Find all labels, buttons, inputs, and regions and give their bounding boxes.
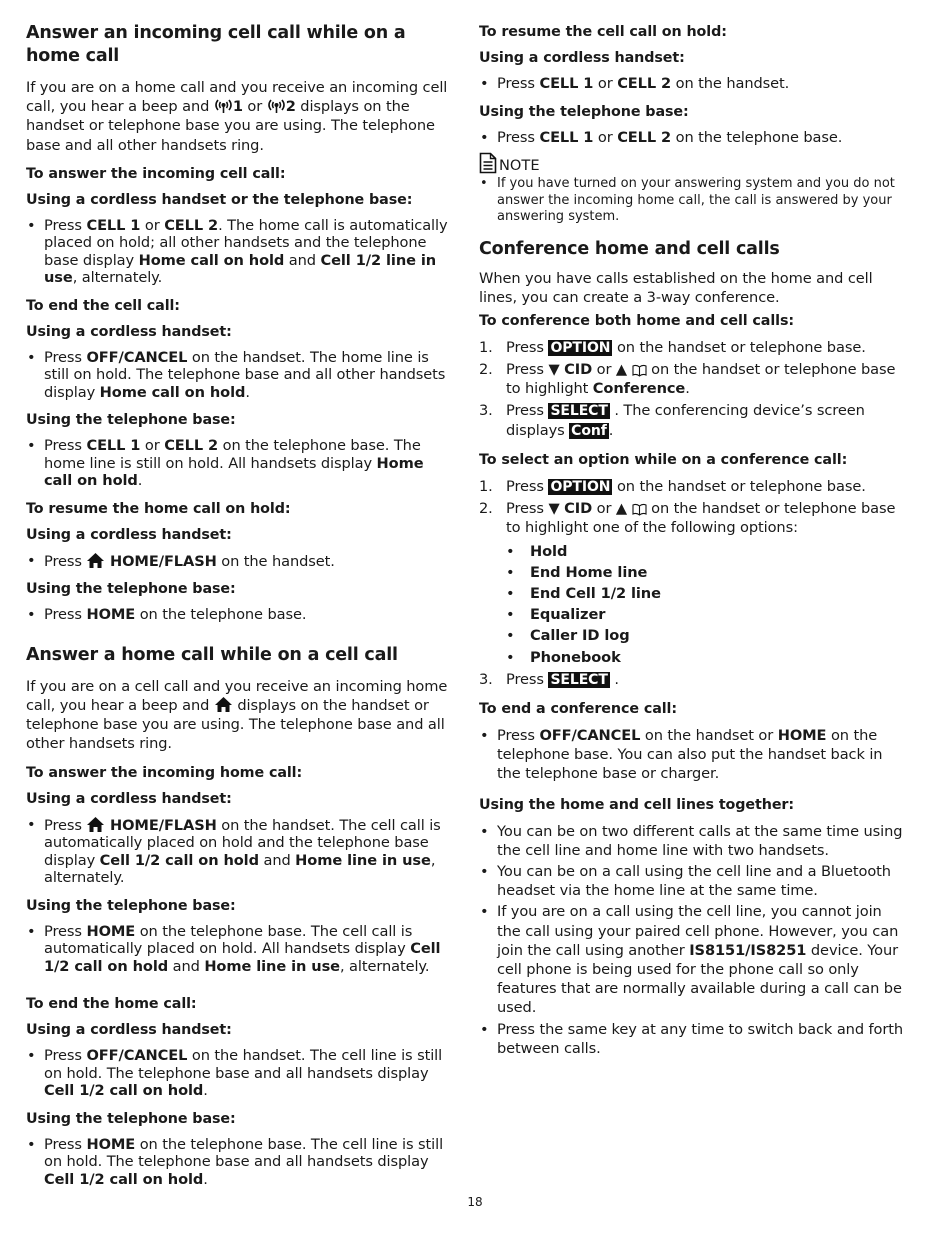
subheading: To answer the incoming cell call: [26, 165, 286, 182]
home-icon [214, 696, 233, 713]
subheading: To end the cell call: [26, 297, 180, 314]
subheading: Using a cordless handset: [26, 790, 232, 807]
note-label: NOTE [499, 157, 540, 174]
bullet-list [479, 726, 907, 784]
cell-signal-icon [214, 98, 233, 114]
up-triangle-icon: ▲ [615, 361, 628, 379]
list-item: • Press HOME on the telephone base. The cell line is still on hold. The telephone base and all handsets display Cell 1/2 call on hold. [26, 1136, 450, 1189]
right-column [479, 0, 907, 1068]
subheading: Using the home and cell lines together: [479, 796, 794, 813]
page-number: 18 [467, 1195, 483, 1209]
numbered-list [479, 338, 907, 441]
subheading: To conference both home and cell calls: [479, 312, 794, 329]
subheading: Using the telephone base: [26, 1110, 236, 1127]
list-item: 3. Press SELECT . The conferencing device’s screen displays Conf . [479, 401, 865, 439]
section-title-home-on-cell: Answer a home call while on a cell call [26, 644, 398, 665]
list-item: • Press CELL 1 or CELL 2 on the telephone base. [479, 129, 907, 147]
bullet-list [26, 349, 450, 402]
note-item: • If you have turned on your answering system and you do not answer the incoming home call, the call is answered by your answering system. [479, 176, 907, 226]
bullet-list [26, 606, 450, 624]
option-item: • Equalizer [506, 604, 907, 625]
list-item: • Press CELL 1 or CELL 2 on the handset. [479, 75, 907, 93]
list-item: • Press CELL 1 or CELL 2 on the telephone base. The home line is still on hold. All handsets display Home call on hold. [26, 437, 450, 490]
list-item: 3. Press SELECT . [479, 670, 619, 688]
option-item: • Hold [506, 541, 907, 562]
bullet-list [26, 437, 450, 490]
home-icon [86, 816, 105, 833]
cell-signal-icon [267, 98, 286, 114]
note-icon [479, 152, 497, 174]
subheading: To select an option while on a conference call: [479, 451, 848, 468]
list-item: 1. Press OPTION on the handset or telephone base. [479, 338, 866, 356]
list-item: • Press HOME on the telephone base. [26, 606, 450, 624]
phonebook-icon [632, 503, 647, 516]
subheading: Using the telephone base: [479, 103, 689, 120]
intro-paragraph: If you are on a cell call and you receive an incoming home call, you hear a beep and displays on the handset or telephone base you are using. The telephone base and all other handsets ring. [26, 677, 448, 753]
subheading: Using a cordless handset or the telephone base: [26, 191, 413, 208]
bullet-list [26, 816, 450, 887]
list-item: • Press OFF/CANCEL on the handset. The cell line is still on hold. The telephone base and all handsets display Cell 1/2 call on hold. [26, 1047, 450, 1100]
bullet-list [26, 1136, 450, 1189]
intro-paragraph: When you have calls established on the home and cell lines, you can create a 3-way conference. [479, 269, 873, 306]
subheading: To answer the incoming home call: [26, 764, 303, 781]
subheading: Using a cordless handset: [26, 1022, 232, 1039]
intro-paragraph: If you are on a home call and you receive an incoming cell call, you hear a beep and 1 or 2 displays on the handset or telephone base you are using. The telephone base and all other handsets ring. [26, 79, 448, 154]
subheading: Using the telephone base: [26, 581, 236, 598]
subheading: To resume the cell call on hold: [479, 24, 727, 40]
list-item: • Press HOME/FLASH on the handset. [26, 552, 450, 571]
list-item: 2. Press ▼ CID or ▲ on the handset or telephone base to highlight Conference. [479, 361, 896, 398]
subheading: Using a cordless handset: [26, 323, 232, 340]
list-item: 2. Press ▼ CID or ▲ on the handset or telephone base to highlight one of the following options: • Hold • End Home line • End Cell 1/2 line • Equalizer • Caller ID log • Phonebook [479, 499, 907, 668]
option-item: • Phonebook [506, 647, 907, 668]
down-triangle-icon: ▼ [548, 500, 560, 518]
bullet-list [479, 75, 907, 93]
bullet-list [26, 923, 450, 976]
home-icon [86, 552, 105, 569]
list-item: • Press CELL 1 or CELL 2. The home call is automatically placed on hold; all other handsets and the telephone base display Home call on hold and Cell 1/2 line in use, alternately. [26, 217, 450, 287]
list-item: • Press OFF/CANCEL on the handset. The home line is still on hold. The telephone base and all other handsets display Home call on hold. [26, 349, 450, 402]
list-item: • If you are on a call using the cell line, you cannot join the call using your paired cell phone. However, you can join the call using another IS8151/IS8251 device. Your cell phone is being used for the phone call so only features that are normally available during a call can be used. [479, 902, 907, 1017]
note-header [479, 152, 907, 174]
list-item: • Press the same key at any time to switch back and forth between calls. [479, 1020, 907, 1058]
section-title-cell-on-home: Answer an incoming cell call while on a home call [26, 23, 406, 66]
bullet-list [26, 552, 450, 571]
subheading: Using the telephone base: [26, 897, 236, 914]
option-item: • End Cell 1/2 line [506, 583, 907, 604]
bullet-list [479, 822, 907, 1058]
list-item: • Press HOME/FLASH on the handset. The cell call is automatically placed on hold and the telephone base display Cell 1/2 call on hold and Home line in use, alternately. [26, 816, 450, 887]
left-column [26, 0, 450, 1198]
list-item: • Press OFF/CANCEL on the handset or HOME on the telephone base. You can also put the handset back in the telephone base or charger. [479, 726, 907, 784]
options-list [506, 541, 907, 668]
down-triangle-icon: ▼ [548, 361, 560, 379]
phonebook-icon [632, 364, 647, 377]
option-item: • End Home line [506, 562, 907, 583]
numbered-list [479, 477, 907, 690]
subheading: To end the home call: [26, 996, 197, 1013]
bullet-list [26, 1047, 450, 1100]
up-triangle-icon: ▲ [615, 500, 628, 518]
bullet-list [479, 129, 907, 147]
list-item: 1. Press OPTION on the handset or telephone base. [479, 477, 866, 495]
note-list [479, 176, 907, 226]
subheading: Using a cordless handset: [26, 526, 232, 543]
subheading: To end a conference call: [479, 700, 677, 717]
section-title-conference: Conference home and cell calls [479, 238, 780, 259]
subheading: To resume the home call on hold: [26, 500, 291, 517]
list-item: • Press HOME on the telephone base. The cell call is automatically placed on hold. All handsets display Cell 1/2 call on hold and Home line in use, alternately. [26, 923, 450, 976]
subheading: Using the telephone base: [26, 412, 236, 429]
list-item: • You can be on a call using the cell line and a Bluetooth headset via the home line at the same time. [479, 862, 907, 900]
list-item: • You can be on two different calls at the same time using the cell line and home line with two handsets. [479, 822, 907, 860]
subheading: Using a cordless handset: [479, 50, 685, 66]
option-item: • Caller ID log [506, 625, 907, 646]
bullet-list [26, 217, 450, 287]
